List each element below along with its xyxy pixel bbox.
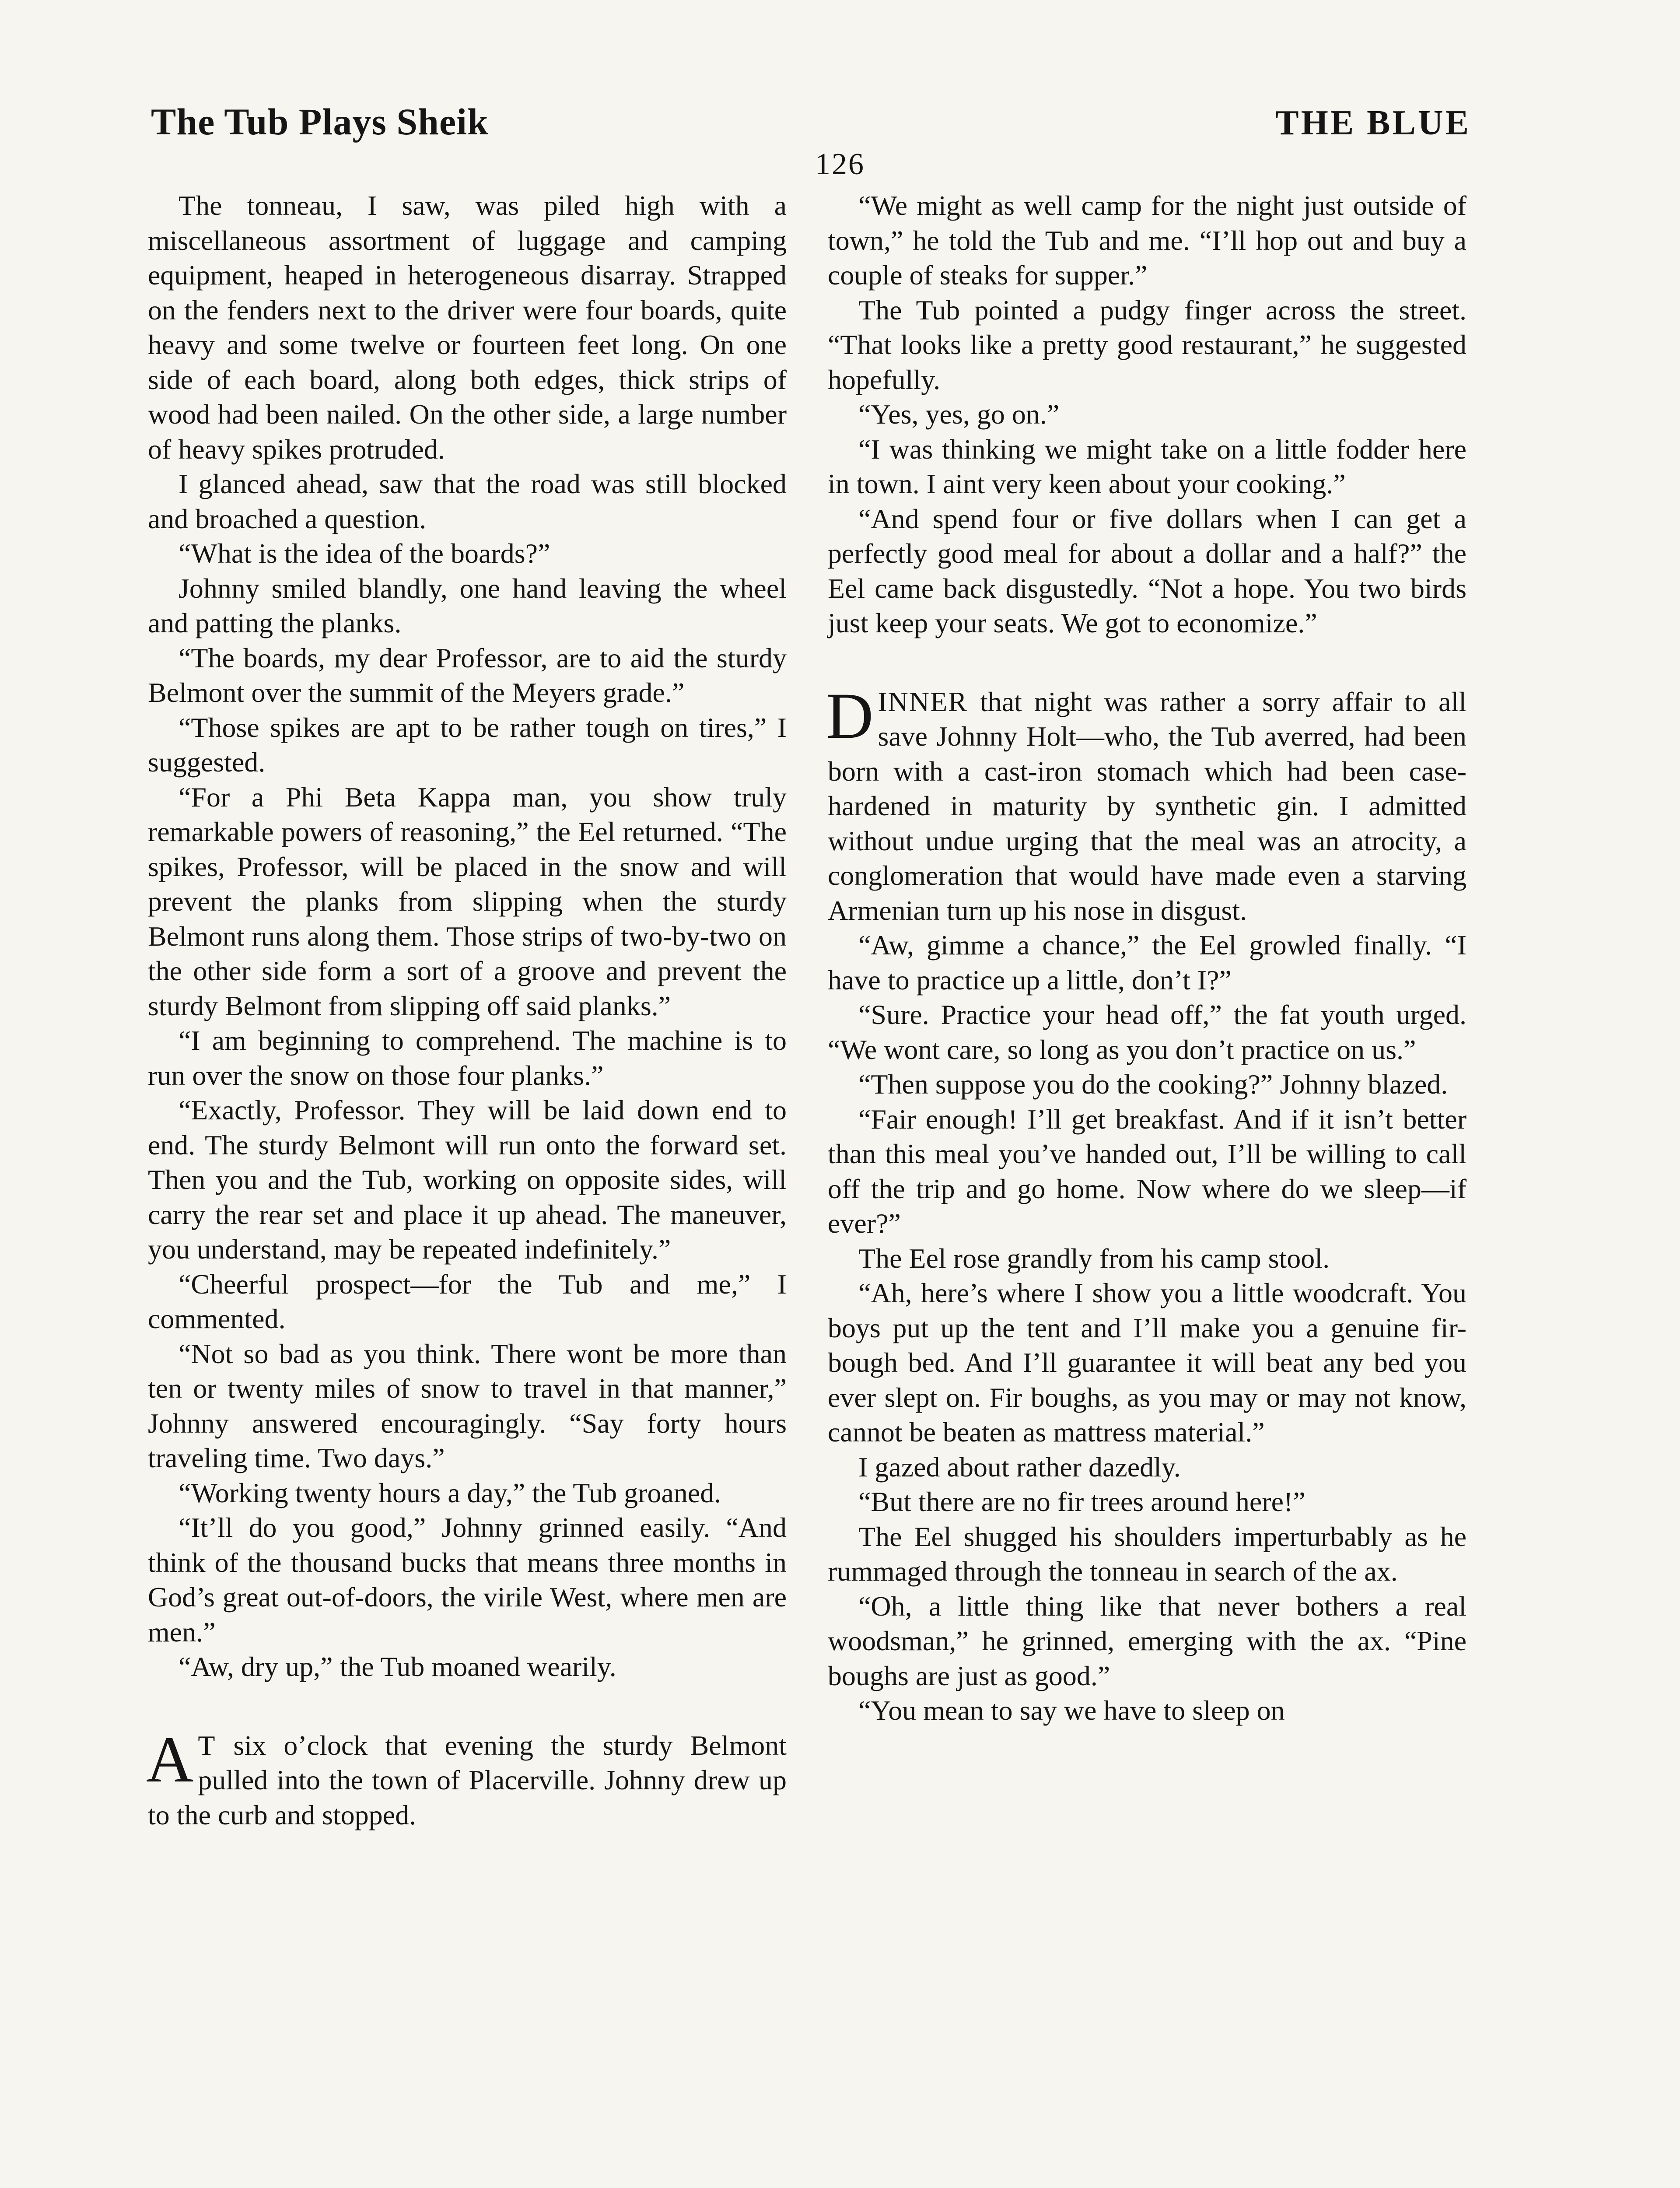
paragraph: “Aw, dry up,” the Tub moaned wearily.: [178, 1651, 616, 1682]
section-opening: [826, 679, 1466, 928]
magazine-name: THE BLUE: [1275, 104, 1471, 142]
paragraph: “You mean to say we have to sleep on: [858, 1695, 1285, 1726]
paragraph: “Those spikes are apt to be rather tough on tires,” I suggested.: [148, 712, 787, 778]
paragraph: “The boards, my dear Professor, are to aid the sturdy Belmont over the summit of the Meyers grade.”: [148, 642, 787, 708]
paragraph: “Oh, a little thing like that never bothers a real woodsman,” he grinned, emerging with the ax. “Pine boughs are just as good.”: [828, 1590, 1466, 1691]
paragraph: “Exactly, Professor. They will be laid down end to end. The sturdy Belmont will run onto the forward set. Then you and the Tub, working on opposite sides, will carry the rear set and place it up ahead. The maneuver, you understand, may be repeated indefinitely.”: [148, 1094, 787, 1265]
drop-cap: D: [826, 679, 874, 752]
paragraph: “Aw, gimme a chance,” the Eel growled finally. “I have to practice up a little, don’t I?”: [828, 929, 1466, 996]
paragraph: “Ah, here’s where I show you a little woodcraft. You boys put up the tent and I’ll make you a genuine fir-bough bed. And I’ll guarantee it will beat any bed you ever slept on. Fir boughs, as you may or may not know, cannot be beaten as mattress material.”: [828, 1277, 1466, 1448]
paragraph: “For a Phi Beta Kappa man, you show truly remarkable powers of reasoning,” the Eel returned. “The spikes, Professor, will be placed in the snow and will prevent the planks from slipping when the sturdy Belmont runs along them. Those strips of two-by-two on the other side form a sort of a groove and prevent the sturdy Belmont from slipping off said planks.”: [148, 781, 787, 1021]
paragraph: “I was thinking we might take on a little fodder here in town. I aint very keen about your cooking.”: [828, 433, 1466, 499]
lead-in: T: [198, 1729, 216, 1761]
paragraph: Johnny smiled blandly, one hand leaving the wheel and patting the planks.: [148, 572, 787, 638]
paragraph: The Eel shugged his shoulders imperturbably as he rummaged through the tonneau in search of the ax.: [828, 1521, 1466, 1587]
paragraph: The Tub pointed a pudgy finger across the street. “That looks like a pretty good restaurant,” he suggested hopefully.: [828, 294, 1466, 395]
paragraph: “Cheerful prospect—for the Tub and me,” I commented.: [148, 1268, 787, 1334]
paragraph: I gazed about rather dazedly.: [858, 1451, 1181, 1483]
left-column: [148, 188, 787, 1832]
paragraph: “We might as well camp for the night just outside of town,” he told the Tub and me. “I’ll hop out and buy a couple of steaks for supper.”: [828, 190, 1466, 291]
section-text: six o’clock that evening the sturdy Belmont pulled into the town of Placerville. Johnny drew up to the curb and stopped.: [148, 1729, 787, 1830]
page-number: 126: [815, 147, 865, 181]
drop-cap: A: [146, 1723, 194, 1796]
paragraph: “What is the idea of the boards?”: [178, 538, 550, 569]
paragraph: “I am beginning to comprehend. The machine is to run over the snow on those four planks.”: [148, 1025, 787, 1091]
paragraph: “Sure. Practice your head off,” the fat youth urged. “We wont care, so long as you don’t practice on us.”: [828, 999, 1466, 1065]
paragraph: The Eel rose grandly from his camp stool.: [858, 1242, 1330, 1274]
section-opening: [146, 1723, 787, 1833]
paragraph: “Fair enough! I’ll get breakfast. And if it isn’t better than this meal you’ve handed out, I’ll be willing to call off the trip and go home. Now where do we sleep—if ever?”: [828, 1103, 1466, 1239]
right-column: [828, 188, 1466, 1728]
story-title: The Tub Plays Sheik: [151, 101, 489, 143]
section-text: that night was rather a sorry affair to all save Johnny Holt—who, the Tub averred, had been born with a cast-iron stomach which had been case-hardened in maturity by synthetic gin. I admitted without undue urging that the meal was an atrocity, a conglomeration that would have made even a starving Armenian turn up his nose in disgust.: [828, 686, 1466, 926]
paragraph: “Not so bad as you think. There wont be more than ten or twenty miles of snow to travel in that manner,” Johnny answered encouragingly. “Say forty hours traveling time. Two days.”: [148, 1338, 787, 1473]
lead-in: INNER: [878, 686, 968, 717]
paragraph: The tonneau, I saw, was piled high with a miscellaneous assortment of luggage and camping equipment, heaped in heterogeneous disarray. Strapped on the fenders next to the driver were four boards, quite heavy and some twelve or fourteen feet long. On one side of each board, along both edges, thick strips of wood had been nailed. On the other side, a large number of heavy spikes protruded.: [148, 190, 787, 465]
paragraph: “And spend four or five dollars when I can get a perfectly good meal for about a dollar and a half?” the Eel came back disgustedly. “Not a hope. You two birds just keep your seats. We got to economize.”: [828, 503, 1466, 638]
paragraph: “Yes, yes, go on.”: [858, 399, 1060, 430]
paragraph: I glanced ahead, saw that the road was still blocked and broached a question.: [148, 468, 787, 534]
paragraph: “Then suppose you do the cooking?” Johnny blazed.: [858, 1069, 1448, 1100]
paragraph: “But there are no fir trees around here!”: [858, 1486, 1306, 1517]
paragraph: “It’ll do you good,” Johnny grinned easily. “And think of the thousand bucks that means three months in God’s great out-of-doors, the virile West, where men are men.”: [148, 1512, 787, 1648]
paragraph: “Working twenty hours a day,” the Tub groaned.: [178, 1477, 721, 1508]
